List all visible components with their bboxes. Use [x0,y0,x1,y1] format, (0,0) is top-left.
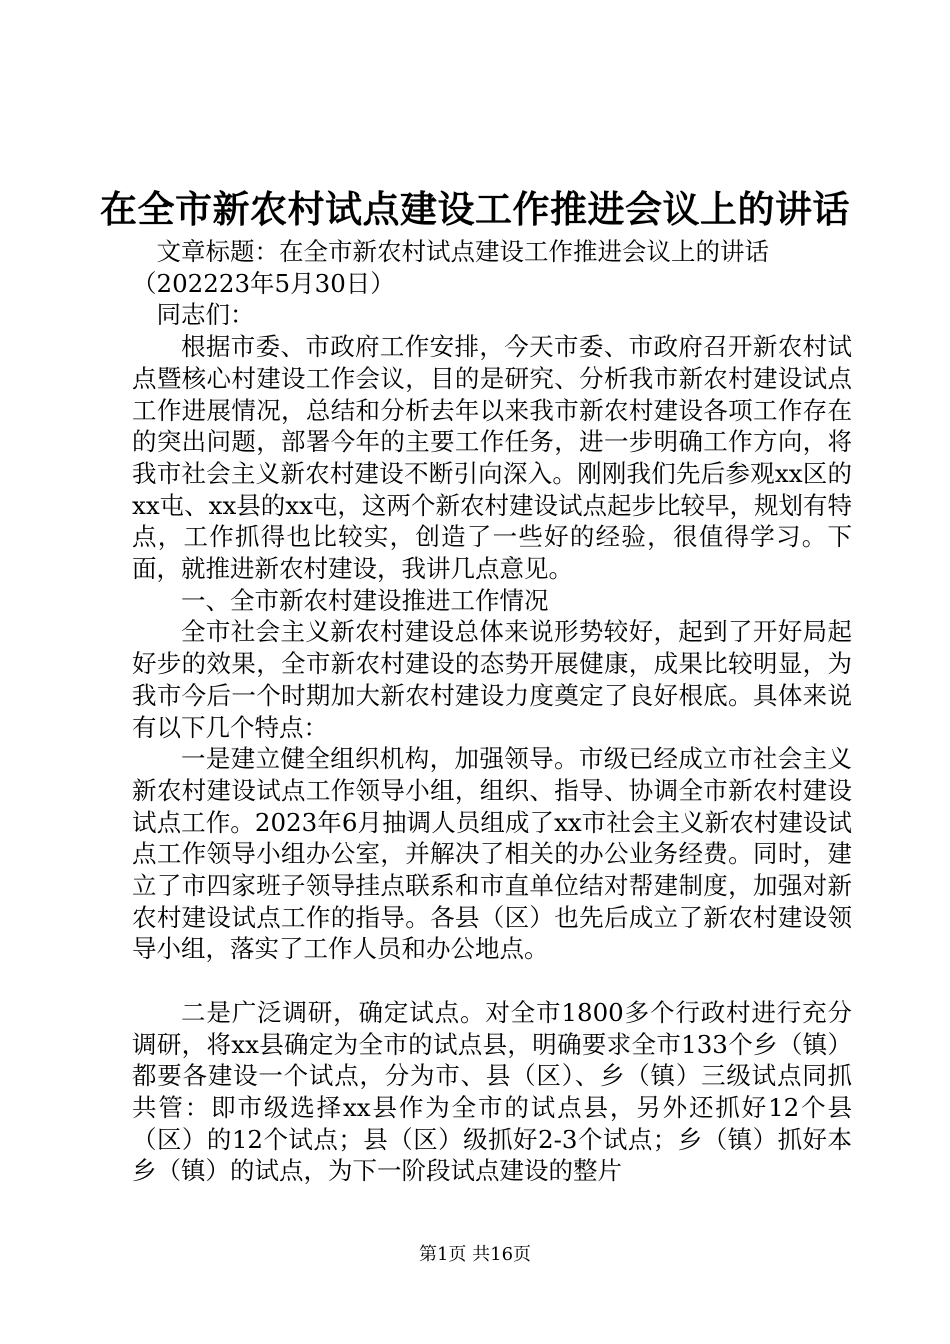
date-line: （202223年5月30日） [132,268,395,298]
page-footer: 第1页 共16页 [418,1244,532,1265]
paragraph: 一是建立健全组织机构，加强领导。市级已经成立市社会主义新农村建设试点工作领导小组，组织、指导、协调全市新农村建设试点工作。2023年6月抽调人员组成了xx市社会主义新农村建设试点工作领导小组办公室，并解决了相关的办公业务经费。同时，建立了市四家班子领导挂点联系和市直单位结对帮建制度，加强对新农村建设试点工作的指导。各县（区）也先后成立了新农村建设领导小组，落实了工作人员和办公地点。 [132,744,852,964]
section-heading: 一、全市新农村建设推进工作情况 [181,585,549,615]
document-title: 在全市新农村试点建设工作推进会议上的讲话 [100,187,850,231]
paragraph: 根据市委、市政府工作安排，今天市委、市政府召开新农村试点暨核心村建设工作会议，目的是研究、分析我市新农村建设试点工作进展情况，总结和分析去年以来我市新农村建设各项工作存在的突出问题，部署今年的主要工作任务，进一步明确工作方向，将我市社会主义新农村建设不断引向深入。刚刚我们先后参观xx区的xx屯、xx县的xx屯，这两个新农村建设试点起步比较早，规划有特点，工作抓得也比较实，创造了一些好的经验，很值得学习。下面，就推进新农村建设，我讲几点意见。 [132,332,852,584]
salutation: 同志们： [156,300,255,330]
paragraph-gap [132,965,852,997]
article-title-line: 文章标题：在全市新农村试点建设工作推进会议上的讲话 [156,237,769,266]
document-body [132,236,852,1187]
paragraph: 二是广泛调研，确定试点。对全市1800多个行政村进行充分调研，将xx县确定为全市的试点县，明确要求全市133个乡（镇）都要各建设一个试点，分为市、县（区）、乡（镇）三级试点同抓共管：即市级选择xx县作为全市的试点县，另外还抓好12个县（区）的12个试点；县（区）级抓好2-3个试点；乡（镇）抓好本乡（镇）的试点，为下一阶段试点建设的整片 [132,997,852,1186]
paragraph: 全市社会主义新农村建设总体来说形势较好，起到了开好局起好步的效果，全市新农村建设的态势开展健康，成果比较明显，为我市今后一个时期加大新农村建设力度奠定了良好根底。具体来说有以下几个特点： [132,617,852,742]
